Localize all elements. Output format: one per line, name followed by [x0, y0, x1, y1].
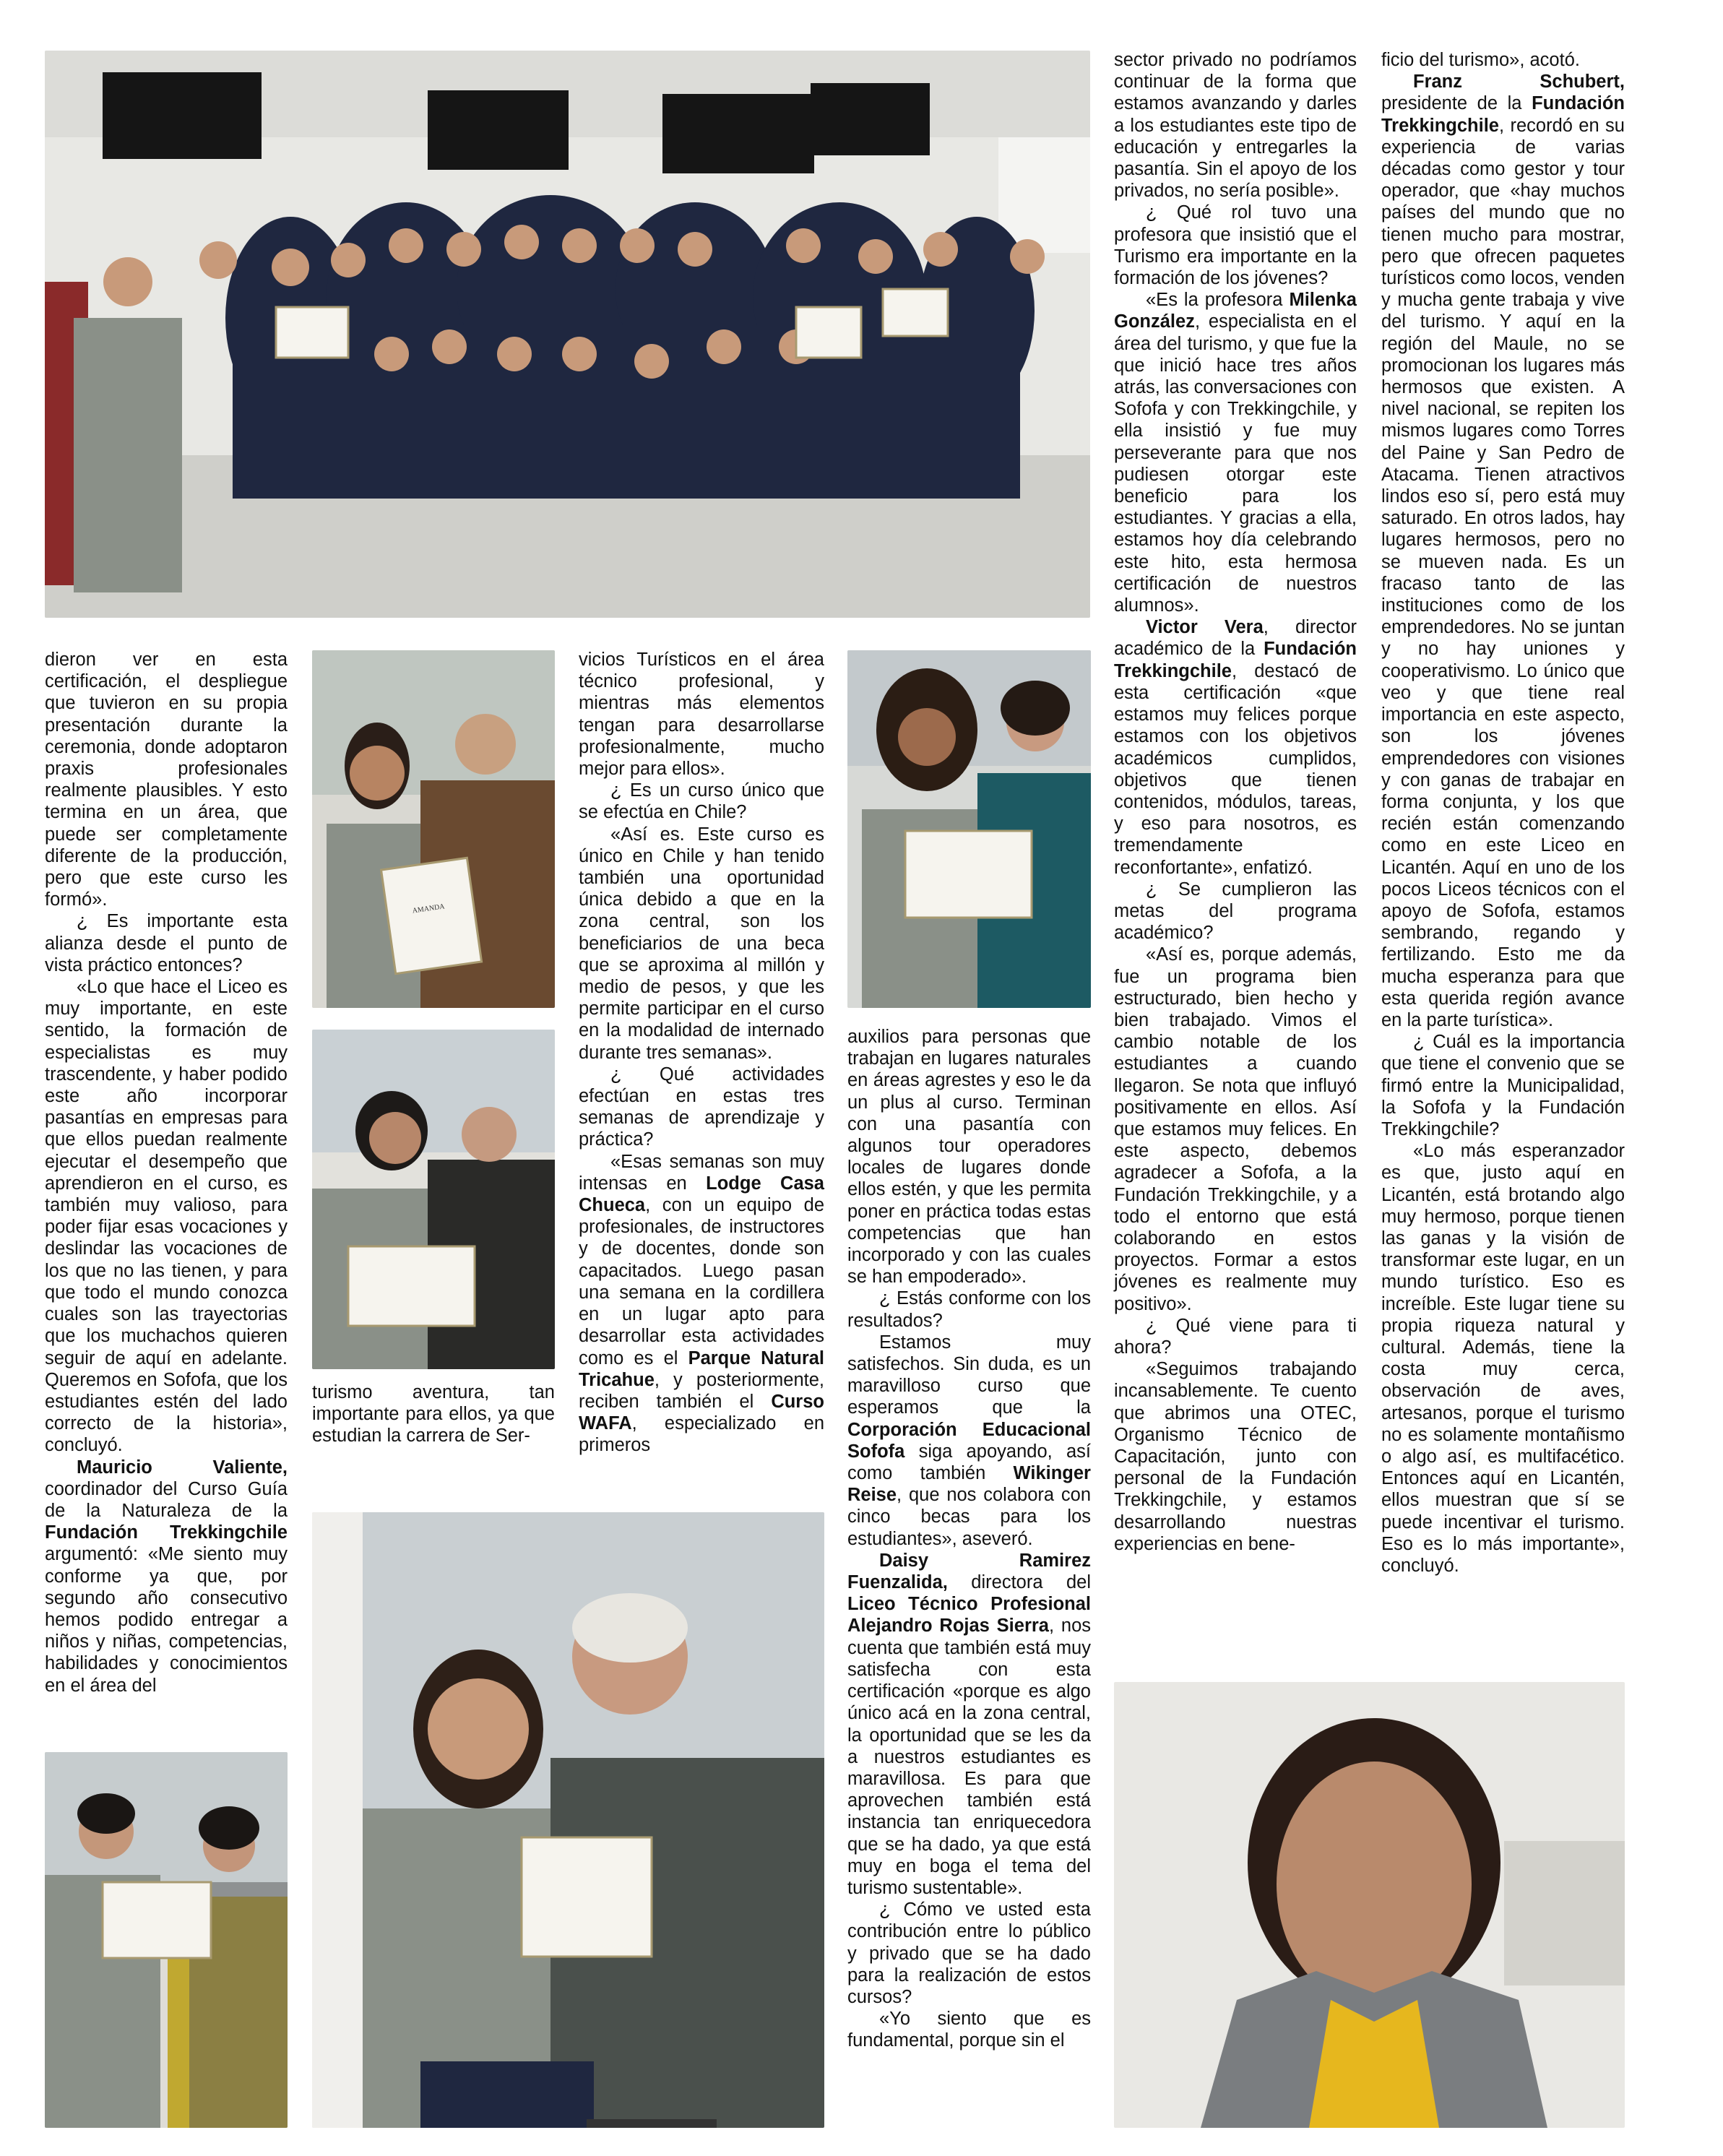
paragraph: «Así es. Este curso es único en Chile y han tenido también una oportunidad única debido a que en la zona central, son los beneficiarios de una beca que se aproxima al millón y medio de pesos, y que les permite participar en el curso en la modalidad de internado durante tres semanas».	[579, 824, 824, 1063]
person-name: Daisy Ramirez Fuenzalida,	[847, 1550, 1091, 1593]
question: ¿ Cómo ve usted esta contribución entre lo público y privado que se ha dado para la realización de estos cursos?	[847, 1900, 1091, 2007]
paragraph	[1114, 289, 1357, 616]
paragraph	[579, 1151, 824, 1457]
paragraph	[847, 1550, 1091, 1899]
question: ¿ Es importante esta alianza desde el punto de vista práctico entonces?	[45, 911, 288, 975]
question: ¿ Es un curso único que se efectúa en Chile?	[579, 780, 824, 823]
paragraph: «Seguimos trabajando incansablemente. Te cuento que abrimos una OTEC, Organismo Técnico de Capacitación, junto con personal de la Fundación Trekkingchile, y estamos desarrollando nuestras experiencias en bene-	[1114, 1359, 1357, 1554]
paragraph-text: «Esas semanas son muy intensas en	[579, 1151, 824, 1194]
person-name: Milenka González	[1114, 290, 1357, 332]
paragraph-text: , con un equipo de profesionales, de instructores y de docentes, donde son capacitados. Luego pasan una semana en la cordillera en un lugar apto para desarrollar esta actividades como es el	[579, 1195, 824, 1368]
paragraph-text: siga apoyando, así como también	[847, 1441, 1091, 1484]
certificate-photo-student-and-man	[312, 1512, 824, 2128]
paragraph: dieron ver en esta certificación, el despliegue que tuvieron en su propia presentación durante la ceremonia, donde adoptaron praxis profesionales realmente plausibles. Y esto termina en un área, que puede ser completamente diferente de la producción, pero que este curso les formó».	[45, 650, 288, 910]
paragraph: auxilios para personas que trabajan en lugares naturales en áreas agrestes y eso le da un plus al curso. Terminan con una pasantía con algunos tour operadores locales de lugares donde ellos estén, y que les permita poner en práctica todas estas competencias que han incorporado y con las cuales se han empoderado».	[847, 1027, 1091, 1288]
article-column-2	[312, 1381, 555, 1447]
paragraph: ficio del turismo», acotó.	[1381, 50, 1580, 70]
organization-name: Fundación Trekkingchile	[1114, 639, 1357, 681]
paragraph: «Yo siento que es fundamental, porque sin el	[847, 2009, 1091, 2051]
paragraph: vicios Turísticos en el área técnico profesional, y mientras más elementos tengan para desarrollarse profesionalmente, mucho mejor para ellos».	[579, 650, 824, 780]
paragraph-text: , director académico de la	[1114, 617, 1357, 660]
place-name: Lodge Casa Chueca	[579, 1173, 824, 1216]
portrait-photo-woman	[1114, 1682, 1625, 2128]
certificate-1-text: AMANDA	[412, 902, 446, 915]
paragraph: sector privado no podríamos continuar de la forma que estamos avanzando y darles a los estudiantes este tipo de educación y entregarles la pasantía. Sin el apoyo de los privados, no sería posible».	[1114, 50, 1357, 202]
paragraph-text: directora del	[947, 1572, 1091, 1593]
organization-name: Corporación Educacional Sofofa	[847, 1419, 1091, 1462]
certificate-photo-girl-and-man	[312, 650, 555, 1008]
question: ¿ Cuál es la importancia que tiene el convenio que se firmó entre la Municipalidad, la Sofofa y la Fundación Trekkingchile?	[1381, 1032, 1625, 1139]
paragraph	[847, 1332, 1091, 1550]
paragraph-text: , destacó de esta certificación «que estamos muy felices porque estamos con los objetivos académicos cumplidos, objetivos que tienen contenidos, módulos, tareas, y eso para nosotros, es tremendamente reconfortante», enfatizó.	[1114, 660, 1357, 878]
article-column-4	[847, 1026, 1091, 2052]
question: ¿ Se cumplieron las metas del programa académico?	[1114, 879, 1357, 944]
question: ¿ Qué rol tuvo una profesora que insistió que el Turismo era importante en la formación de los jóvenes?	[1114, 202, 1357, 289]
group-photo	[45, 51, 1090, 618]
person-name: Mauricio Valiente,	[77, 1457, 288, 1478]
paragraph	[1381, 71, 1625, 1031]
article-column-6	[1381, 49, 1625, 1577]
paragraph-text: coordinador del Curso Guía de la Naturaleza de la	[45, 1478, 288, 1521]
paragraph-text: , especialista en el área del turismo, y que fue la que inició hace tres años atrás, las conversaciones con Sofofa y con Trekkingchile, y ella insistió y fue muy perseverante para que nos pudiesen otorgar este beneficio para los estudiantes. Y gracias a ella, estamos hoy día celebrando este hito, esta hermosa certificación de nuestros alumnos».	[1114, 311, 1357, 616]
paragraph-text: «Es la profesora	[1146, 290, 1290, 311]
paragraph	[45, 1457, 288, 1696]
paragraph-text: Estamos muy satisfechos. Sin duda, es un maravilloso curso que esperamos que la	[847, 1332, 1091, 1418]
question: ¿ Qué actividades efectúan en estas tres semanas de aprendizaje y práctica?	[579, 1064, 824, 1150]
certificate-photo-boy-and-teacher	[45, 1752, 288, 2128]
paragraph: «Lo más esperanzador es que, justo aquí en Licantén, está brotando algo muy hermoso, porque tienen las ganas y la visión de transformar este lugar, en un mundo turístico. Eso es increíble. Este lugar tiene su propia riqueza natural y cultural. Además, tiene la costa muy cerca, observación de aves, artesanos, porque el turismo no es solamente montañismo o algo así, es multifacético. Entonces aquí en Licantén, ellos muestran que sí se puede incentivar el turismo. Eso es lo más importante», concluyó.	[1381, 1141, 1625, 1577]
paragraph-text: , que nos colabora con cinco becas para los estudiantes», aseveró.	[847, 1485, 1091, 1549]
article-column-1	[45, 649, 288, 1696]
organization-name: Wikinger Reise	[847, 1463, 1091, 1506]
question: ¿ Qué viene para ti ahora?	[1114, 1315, 1357, 1358]
place-name: Parque Natural Tricahue	[579, 1348, 825, 1390]
paragraph-text: presidente de la	[1381, 93, 1532, 114]
question: ¿ Estás conforme con los resultados?	[847, 1288, 1091, 1331]
paragraph: «Así es, porque además, fue un programa bien estructurado, bien hecho y bien trabajado. Vimos el cambio notable de los estudiantes a cuando llegaron. Se nota que influyó positivamente en ellos. Así que estamos muy felices. En este aspecto, debemos agradecer a Sofofa, a la Fundación Trekkingchile, y a todo el entorno que está colaborando en estos proyectos. Formar a estos jóvenes es realmente muy positivo».	[1114, 944, 1357, 1314]
paragraph-text: , nos cuenta que también está muy satisfecha con esta certificación «porque es algo único acá en la zona central, la oportunidad que se les da a nuestros estudiantes es maravillosa. Es para que aprovechen también está instancia tan enriquecedora que se ha dado, ya que está muy en boga el tema del turismo sustentable».	[847, 1616, 1091, 1898]
organization-name: Fundación Trekkingchile	[1381, 93, 1625, 136]
article-column-3	[579, 649, 824, 1457]
person-name: Franz Schubert,	[1413, 72, 1625, 92]
paragraph	[1114, 616, 1357, 878]
certificate-photo-student-and-teacher	[312, 1030, 555, 1369]
paragraph-text: , especializado en primeros	[579, 1413, 824, 1456]
course-name: Curso WAFA	[579, 1391, 824, 1434]
paragraph-text: argumentó: «Me siento muy conforme ya que, por segundo año consecutivo hemos podido entregar a niños y niñas, competencias, habilidades y conocimientos en el área del	[45, 1544, 288, 1696]
organization-name: Liceo Técnico Profesional Alejandro Rojas Sierra	[847, 1594, 1091, 1637]
article-column-5	[1114, 49, 1357, 1555]
paragraph: turismo aventura, tan importante para ellos, ya que estudian la carrera de Ser-	[312, 1382, 555, 1446]
organization-name: Fundación Trekkingchile	[45, 1522, 288, 1543]
person-name: Victor Vera	[1146, 617, 1264, 638]
paragraph-text: , recordó en su experiencia de varias décadas como gestor y tour operador, que «hay muchos países del mundo que no tienen mucho para mostrar, pero que ofrecen paquetes turísticos como locos, venden y mucha gente trabaja y vive del turismo. Y aquí en la región del Maule, no se promocionan los lugares más hermosos que existen. A nivel nacional, se repiten los mismos lugares como Torres del Paine y San Pedro de Atacama. Tienen atractivos lindos eso sí, pero está muy saturado. En otros lados, hay lugares hermosos, pero no se mueven nada. Es un fracaso tanto de las instituciones como de los emprendedores. No se juntan y no hay uniones y cooperativismo. Lo único que veo y que tiene real importancia en este aspecto, son los jóvenes emprendedores con visiones y con ganas de trabajar en forma conjunta, y los que recién están comenzando como en este Liceo en Licantén. Aquí en uno de los pocos Liceos técnicos con el apoyo de Sofofa, estamos sembrando, regando y fertilizando. Esto me da mucha esperanza para que esta querida región avance en la parte turística».	[1381, 115, 1625, 1030]
paragraph-text: , y posteriormente, reciben también el	[579, 1369, 824, 1412]
paragraph: «Lo que hace el Liceo es muy importante, en este sentido, la formación de especialistas es muy trascendente, y haber podido este año incorporar pasantías en empresas para que ellos puedan realmente ejecutar el desempeño que aprendieron en el curso, es también muy valioso, para poder fijar esas vocaciones y deslindar las vocaciones de los que no las tienen, y para que todo el mundo conozca cuales son las trayectorias que los muchachos quieren seguir de aquí en adelante. Queremos en Sofofa, que los estudiantes estén del lado correcto de la historia», concluyó.	[45, 977, 288, 1456]
certificate-photo-curly-hair-student	[847, 650, 1091, 1008]
